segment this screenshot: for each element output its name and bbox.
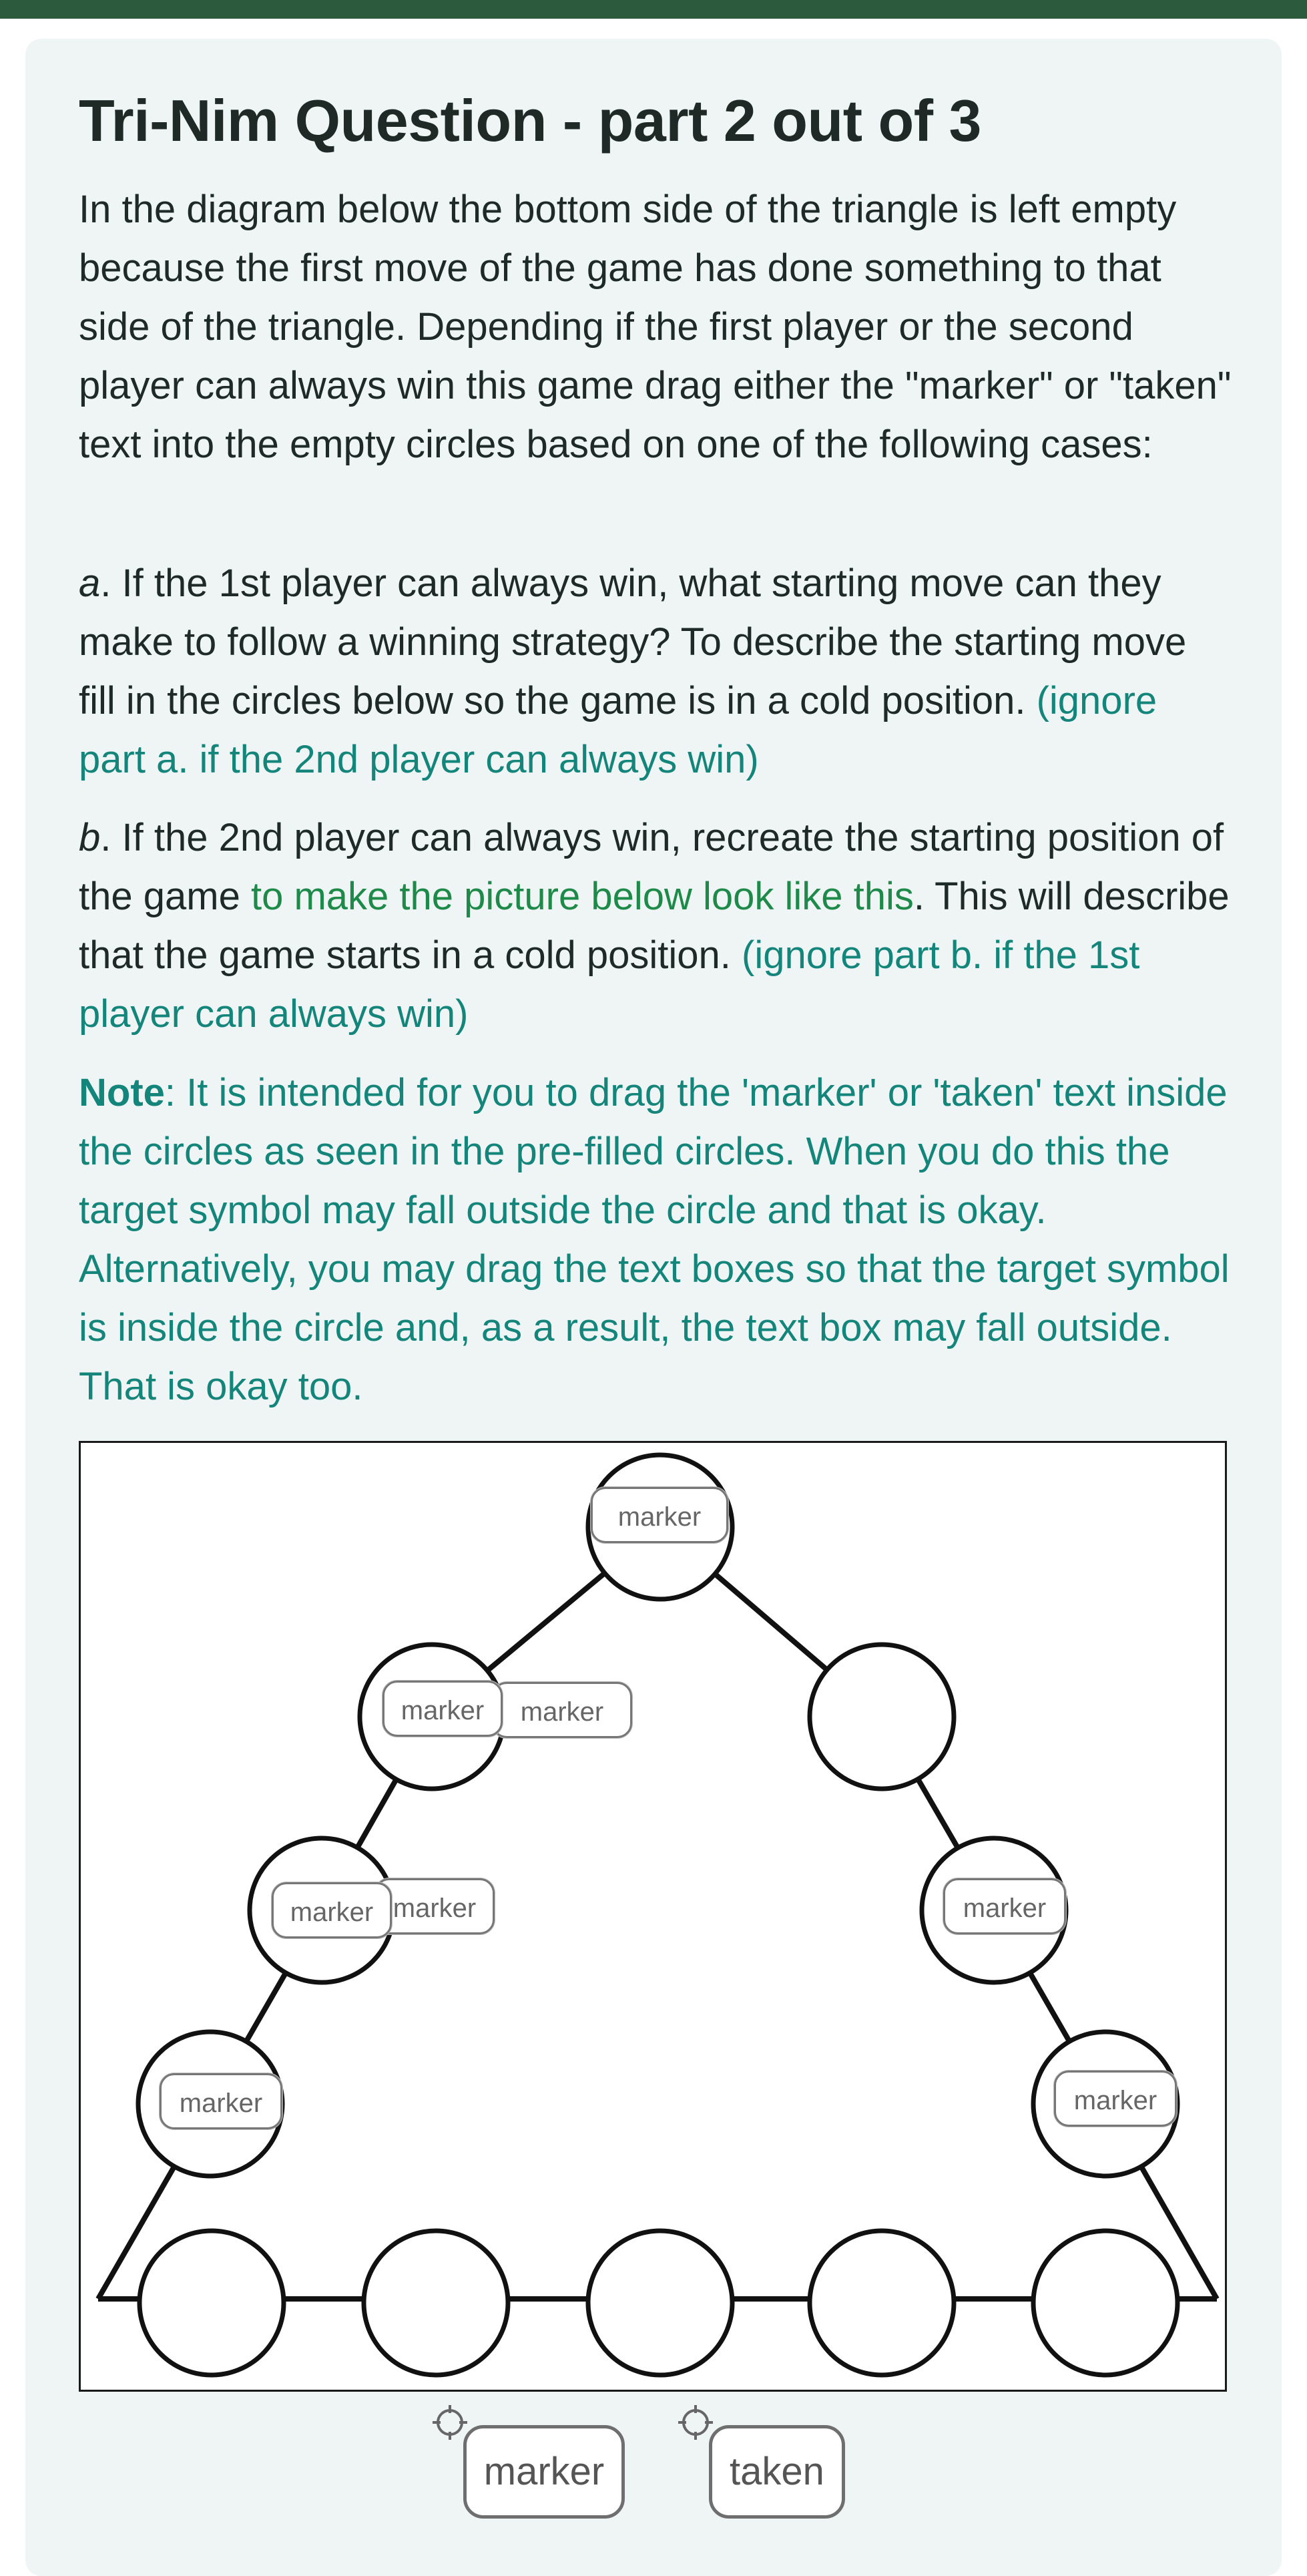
question-title: Tri-Nim Question - part 2 out of 3 (79, 87, 981, 154)
case-b-text (79, 809, 1234, 1044)
empty-slot-4[interactable] (810, 2231, 954, 2375)
right-node-1 (810, 1645, 954, 1789)
empty-slot-2[interactable] (364, 2231, 508, 2375)
intro-text: In the diagram below the bottom side of the triangle is left empty because the first move of the game has done something to that side of the triangle. Depending if the first player or the second player can always win this game drag either the "marker" or "taken" text into the empty circles based on one of the following cases: (79, 188, 1232, 466)
case-b-body-end: . This will describe that the game starts in a cold position. (79, 875, 1230, 977)
prefilled-marker-right-2: marker (374, 1878, 495, 1934)
prefilled-marker-right-3: marker (943, 1878, 1066, 1934)
taken-target-icon[interactable] (677, 2404, 714, 2441)
note-label: Note (79, 1071, 165, 1114)
prefilled-marker-top: marker (591, 1487, 728, 1543)
note-text (79, 1064, 1234, 1416)
top-bar (0, 0, 1307, 19)
case-b-letter: b (79, 816, 101, 859)
empty-slot-1[interactable] (140, 2231, 284, 2375)
case-a-letter: a (79, 562, 101, 605)
prefilled-marker-left-2: marker (272, 1882, 392, 1938)
note-body: : It is intended for you to drag the 'marker' or 'taken' text inside the circles as seen in the pre-filled circles. When you do this the target symbol may fall outside the circle and that is okay. Alternatively, you may drag the text boxes so that the target symbol is inside the circle and, as a result, the text box may fall outside. That is okay too. (79, 1071, 1230, 1408)
case-b-link[interactable]: to make the picture below look like this (250, 875, 914, 918)
drag-marker-button[interactable]: marker (463, 2425, 625, 2519)
prefilled-marker-left-1: marker (382, 1681, 503, 1737)
drag-taken-button[interactable]: taken (709, 2425, 845, 2519)
tri-nim-diagram (79, 1441, 1227, 2392)
case-a-body: . If the 1st player can always win, what starting move can they make to follow a winning strategy? To describe the starting move fill in the circles below so the game is in a cold position. (79, 562, 1187, 722)
case-a-note: (ignore part a. if the 2nd player can always win) (79, 679, 1157, 781)
empty-slot-3[interactable] (588, 2231, 732, 2375)
prefilled-marker-left-3: marker (160, 2073, 282, 2129)
case-b-note: (ignore part b. if the 1st player can always win) (79, 933, 1140, 1036)
marker-target-icon[interactable] (431, 2404, 469, 2441)
case-a-text (79, 554, 1234, 789)
empty-slot-5[interactable] (1033, 2231, 1178, 2375)
prefilled-marker-right-4: marker (1054, 2071, 1177, 2127)
case-b-body: . If the 2nd player can always win, recreate the starting position of the game (79, 816, 1224, 918)
prefilled-marker-right-1: marker (492, 1682, 632, 1738)
